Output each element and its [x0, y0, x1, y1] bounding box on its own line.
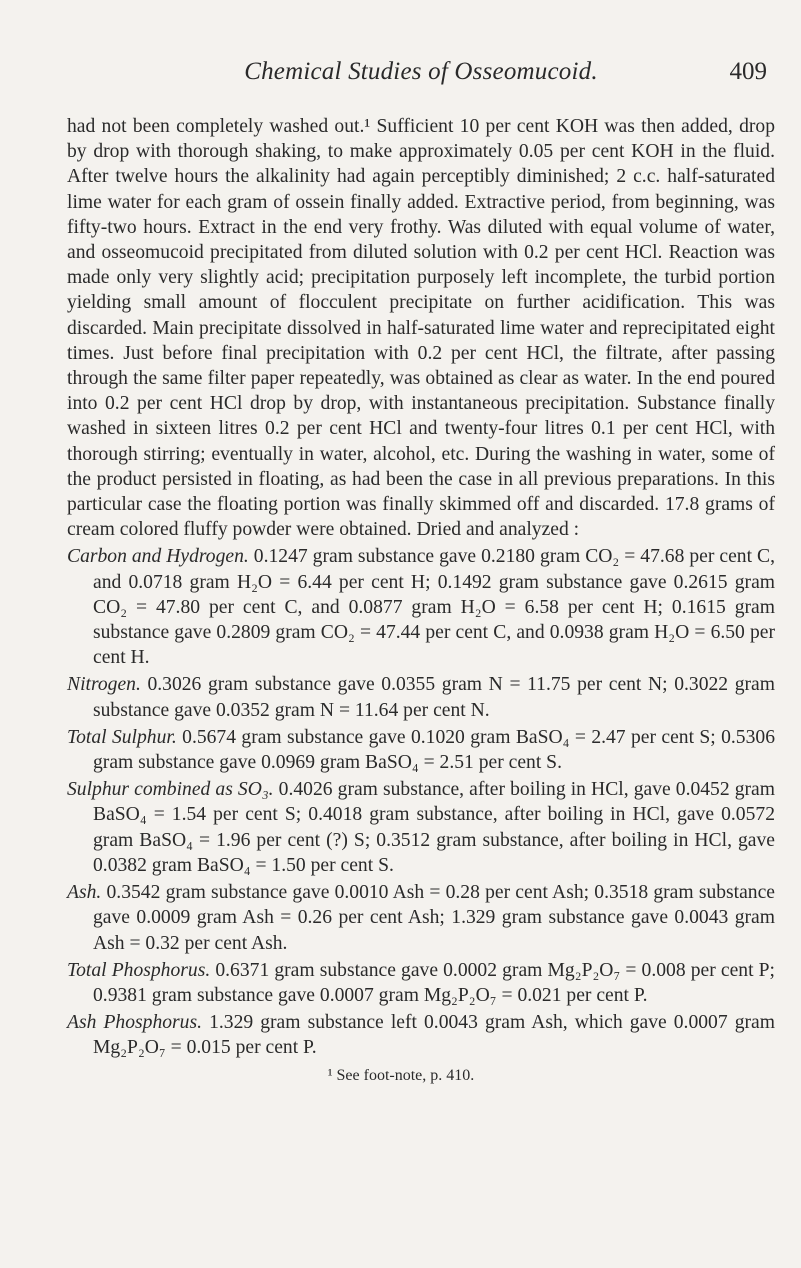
page-number: 409 — [729, 58, 767, 85]
analysis-carbon-hydrogen — [67, 544, 775, 670]
analysis-label: Carbon and Hydrogen. — [67, 546, 249, 568]
analysis-text: 0.4026 gram substance, after boiling in HCl, gave 0.0452 gram BaSO₄ = 1.54 per cent S; 0.4018 gram substance, after boiling in HCl, gave 0.0572 gram BaSO₄ = 1.96 per cent (?) S; 0.3512 gram substance, after boiling in HCl, gave 0.0382 gram BaSO₄ = 1.50 per cent S. — [93, 779, 775, 876]
analysis-text: 0.6371 gram substance gave 0.0002 gram Mg₂P₂O₇ = 0.008 per cent P; 0.9381 gram substance gave 0.0007 gram Mg₂P₂O₇ = 0.021 per cent P. — [93, 959, 775, 1006]
analysis-ash-phosphorus — [67, 1010, 775, 1060]
analysis-label: Nitrogen. — [67, 674, 141, 696]
analysis-nitrogen — [67, 672, 775, 722]
analysis-label: Sulphur combined as SO₃. — [67, 779, 274, 801]
analysis-text: 1.329 gram substance left 0.0043 gram Ash, which gave 0.0007 gram Mg₂P₂O₇ = 0.015 per cent P. — [93, 1012, 775, 1059]
analysis-total-sulphur — [67, 725, 775, 775]
analysis-text: 0.3542 gram substance gave 0.0010 Ash = 0.28 per cent Ash; 0.3518 gram substance gave 0.0009 gram Ash = 0.26 per cent Ash; 1.329 gram substance gave 0.0043 gram Ash = 0.32 per cent Ash. — [93, 882, 775, 954]
footnote: ¹ See foot-note, p. 410. — [327, 1066, 475, 1084]
analysis-label: Total Phosphorus. — [67, 959, 211, 981]
analysis-text: 0.5674 gram substance gave 0.1020 gram BaSO₄ = 2.47 per cent S; 0.5306 gram substance gave 0.0969 gram BaSO₄ = 2.51 per cent S. — [93, 726, 775, 774]
analysis-ash — [67, 880, 775, 956]
analysis-sulphur-so3 — [67, 777, 775, 878]
analysis-label: Ash. — [67, 882, 102, 904]
analysis-text: 0.3026 gram substance gave 0.0355 gram N = 11.75 per cent N; 0.3022 gram substance gave 0.0352 gram N = 11.64 per cent N. — [93, 674, 775, 721]
analysis-label: Ash Phosphorus. — [67, 1012, 202, 1034]
intro-paragraph: had not been completely washed out.¹ Sufficient 10 per cent KOH was then added, drop by drop with thorough shaking, to make approximately 0.05 per cent KOH in the fluid. After twelve hours the alkalinity had again perceptibly diminished; 2 c.c. half-saturated lime water for each gram of ossein finally added. Extractive period, from beginning, was fifty-two hours. Extract in the end very frothy. Was diluted with equal volume of water, and osseomucoid precipitated from diluted solution with 0.2 per cent HCl. Reaction was made only very slightly acid; precipitation purposely left incomplete, the turbid portion yielding small amount of flocculent precipitate on further acidification. This was discarded. Main precipitate dissolved in half-saturated lime water and reprecipitated eight times. Just before final precipitation with 0.2 per cent HCl, the filtrate, after passing through the same filter paper repeatedly, was obtained as clear as water. In the end poured into 0.2 per cent HCl drop by drop, with instantaneous precipitation. Substance finally washed in sixteen litres 0.2 per cent HCl and twenty-four litres 0.1 per cent HCl, with thorough stirring; eventually in water, alcohol, etc. During the washing in water, some of the product persisted in floating, as had been the case in all previous preparations. In this particular case the floating portion was finally skimmed off and discarded. 17.8 grams of cream colored fluffy powder were obtained. Dried and analyzed : — [67, 116, 775, 541]
analysis-label: Total Sulphur. — [67, 726, 177, 748]
analysis-text: 0.1247 gram substance gave 0.2180 gram CO₂ = 47.68 per cent C, and 0.0718 gram H₂O = 6.44 per cent H; 0.1492 gram substance gave 0.2615 gram CO₂ = 47.80 per cent C, and 0.0877 gram H₂O = 6.58 per cent H; 0.1615 gram substance gave 0.2809 gram CO₂ = 47.44 per cent C, and 0.0938 gram H₂O = 6.50 per cent H. — [93, 546, 775, 669]
running-head — [67, 58, 775, 102]
analysis-total-phosphorus — [67, 958, 775, 1008]
running-title: Chemical Studies of Osseomucoid. — [244, 58, 598, 85]
